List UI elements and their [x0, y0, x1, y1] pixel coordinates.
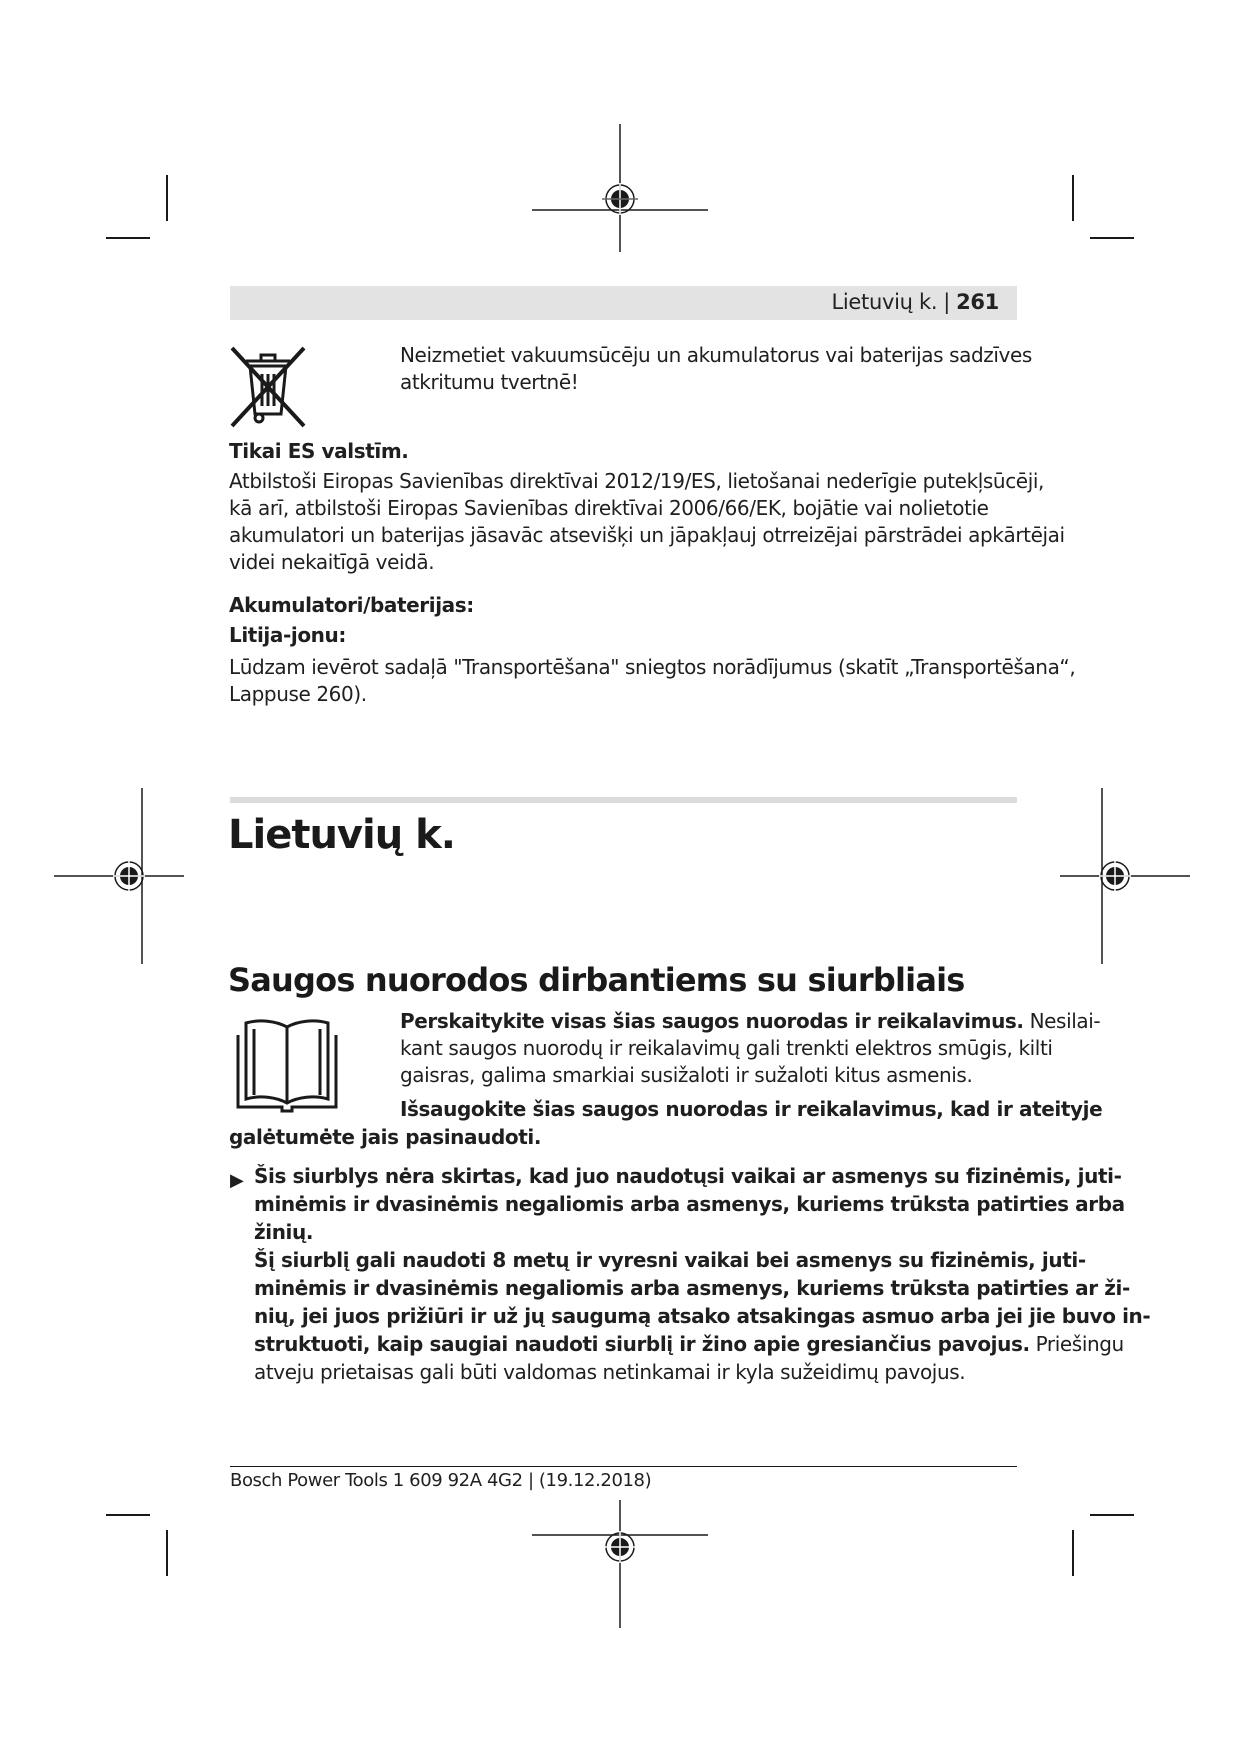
batteries-paragraph [229, 654, 1075, 708]
header-label [832, 290, 1000, 314]
batteries-title: Akumulatori/baterijas: [229, 593, 474, 617]
keep-line-2: galėtumėte jais pasinaudoti. [229, 1125, 542, 1149]
disposal-line-1: Neizmetiet vakuumsūcēju un akumulatorus vai baterijas sadzīves [400, 343, 1032, 367]
page-header [230, 286, 1017, 320]
bullet-paragraph [254, 1162, 1150, 1386]
eu-line-2: kā arī, atbilstoši Eiropas Savienības direktīvai 2006/66/EK, bojātie vai nolietotie [229, 496, 989, 520]
registration-mark-bottom-icon [532, 1500, 708, 1628]
registration-mark-left-icon [54, 788, 184, 964]
eu-title: Tikai ES valstīm. [229, 439, 409, 463]
page-number: 261 [956, 290, 999, 314]
bullet-triangle-icon: ▶ [230, 1170, 244, 1191]
bullet-line-3: žinių. [254, 1220, 314, 1244]
eu-line-1: Atbilstoši Eiropas Savienības direktīvai 2012/19/ES, lietošanai nederīgie putekļsūcēji, [229, 469, 1044, 493]
eu-paragraph [229, 468, 1065, 576]
eu-line-3: akumulatori un baterijas jāsavāc atsevišķi un jāpakļauj otrreizējai pārstrādei apkārtējai [229, 523, 1065, 547]
crossed-out-wheelie-bin-icon [228, 344, 308, 430]
keep-line-1: Išsaugokite šias saugos nuorodas ir reikalavimus, kad ir ateityje [400, 1097, 1103, 1121]
header-section: Lietuvių k. [831, 290, 938, 314]
batteries-line-1: Lūdzam ievērot sadaļā "Transportēšana" sniegtos norādījumus (skatīt „Transportēšana“, [229, 655, 1076, 679]
read-line-2: kant saugos nuorodų ir reikalavimų gali trenkti elektros smūgis, kilti [400, 1036, 1053, 1060]
footer-text: Bosch Power Tools 1 609 92A 4G2 | (19.12.2018) [230, 1470, 652, 1491]
header-separator: | [943, 290, 951, 314]
safety-heading: Saugos nuorodos dirbantiems su siurbliais [228, 961, 965, 999]
bullet-line-8: atveju prietaisas gali būti valdomas netinkamai ir kyla sužeidimų pavojus. [254, 1360, 966, 1384]
read-bold: Perskaitykite visas šias saugos nuorodas ir reikalavimus. [400, 1009, 1024, 1033]
registration-mark-right-icon [1060, 788, 1190, 964]
bullet-line-5: minėmis ir dvasinėmis negaliomis arba asmenys, kuriems trūksta patirties ar ži- [254, 1276, 1130, 1300]
read-instructions [400, 1008, 1100, 1089]
bullet-line-7-rest: Priešingu [1029, 1332, 1124, 1356]
bullet-line-6: nių, jei juos prižiūri ir už jų saugumą atsako atsakingas asmuo arba jei jie buvo in- [254, 1304, 1151, 1328]
disposal-text [400, 342, 1032, 396]
eu-line-4: videi nekaitīgā veidā. [229, 550, 435, 574]
bullet-line-7-bold: struktuoti, kaip saugiai naudoti siurblį ir žino apie gresiančius pavojus. [254, 1332, 1030, 1356]
bullet-line-2: minėmis ir dvasinėmis negaliomis arba asmenys, kuriems trūksta patirties arba [254, 1192, 1125, 1216]
registration-mark-top-icon [532, 124, 708, 252]
bullet-line-1: Šis siurblys nėra skirtas, kad juo naudotųsi vaikai ar asmenys su fizinėmis, juti- [254, 1164, 1122, 1188]
read-manual-book-icon [228, 1015, 346, 1113]
batteries-line-2: Lappuse 260). [229, 682, 367, 706]
bullet-line-4: Šį siurblį gali naudoti 8 metų ir vyresni vaikai bei asmenys su fizinėmis, juti- [254, 1248, 1086, 1272]
read-line-3: gaisras, galima smarkiai susižaloti ir sužaloti kitus asmenis. [400, 1063, 973, 1087]
disposal-line-2: atkritumu tvertnē! [400, 370, 579, 394]
section-divider [230, 797, 1017, 803]
read-rest: Nesilai- [1023, 1009, 1101, 1033]
batteries-subtitle: Litija-jonu: [229, 623, 346, 647]
footer-rule [230, 1466, 1017, 1467]
language-title: Lietuvių k. [228, 812, 455, 858]
